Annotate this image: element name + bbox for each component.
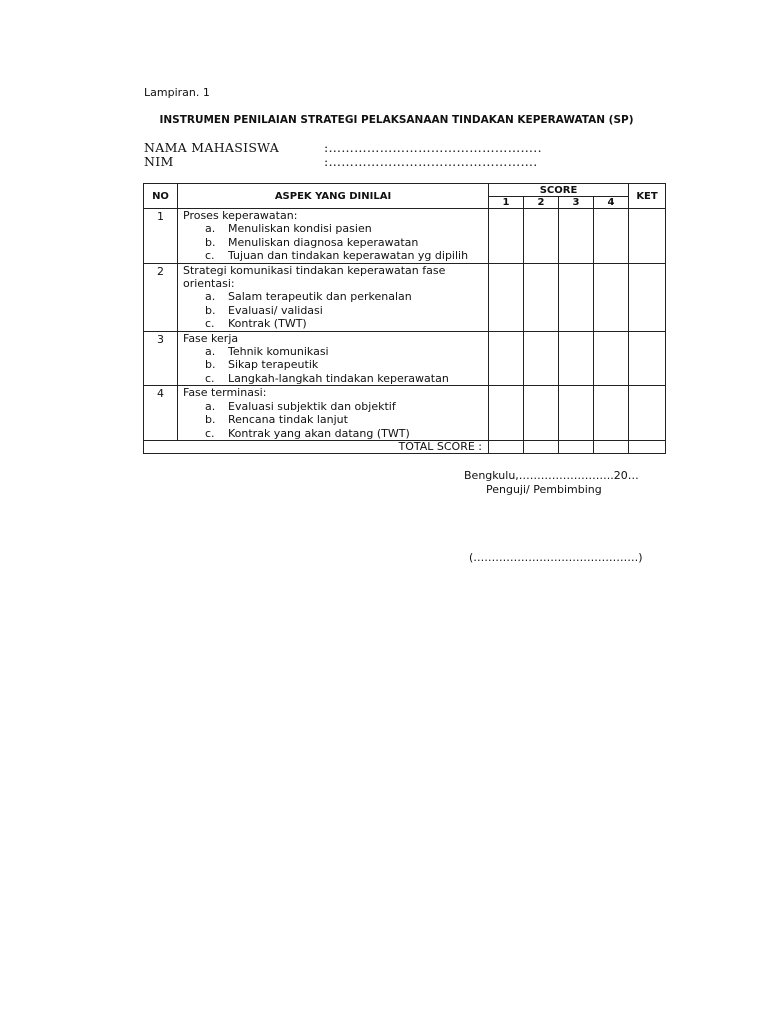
aspect-item xyxy=(183,358,484,371)
item-text: Rencana tindak lanjut xyxy=(228,413,348,427)
row-aspect xyxy=(178,209,489,264)
signature-role: Penguji/ Pembimbing xyxy=(486,483,602,496)
score-cell-4[interactable] xyxy=(594,386,629,441)
item-letter: a. xyxy=(205,290,216,304)
item-text: Kontrak (TWT) xyxy=(228,317,307,331)
score-cell-4[interactable] xyxy=(594,263,629,331)
item-text: Sikap terapeutik xyxy=(228,358,319,372)
ket-cell[interactable] xyxy=(629,331,666,386)
student-name-row xyxy=(144,140,542,155)
signature-place-date: Bengkulu,……………………..20… xyxy=(464,469,639,482)
item-letter: b. xyxy=(205,235,216,249)
header-score-3: 3 xyxy=(559,197,594,209)
aspect-title: Fase terminasi: xyxy=(183,386,267,400)
total-cell-1[interactable] xyxy=(489,440,524,453)
student-nim-row xyxy=(144,154,538,169)
item-text: Langkah-langkah tindakan keperawatan xyxy=(228,371,449,385)
aspect-title: Fase kerja xyxy=(183,331,239,345)
aspect-item xyxy=(183,236,484,249)
item-text: Menuliskan diagnosa keperawatan xyxy=(228,235,419,249)
table-row xyxy=(144,331,666,386)
table-row xyxy=(144,386,666,441)
ket-cell[interactable] xyxy=(629,263,666,331)
table-row xyxy=(144,209,666,264)
student-nim-label: NIM xyxy=(144,154,174,169)
student-name-field: :………………………………………….. xyxy=(324,140,542,155)
item-text: Tehnik komunikasi xyxy=(228,345,329,359)
score-cell-2[interactable] xyxy=(524,331,559,386)
ket-cell[interactable] xyxy=(629,209,666,264)
header-score: SCORE xyxy=(489,184,629,197)
item-letter: a. xyxy=(205,222,216,236)
score-cell-1[interactable] xyxy=(489,263,524,331)
row-number: 4 xyxy=(144,386,178,441)
score-cell-1[interactable] xyxy=(489,386,524,441)
row-number: 3 xyxy=(144,331,178,386)
table-row xyxy=(144,263,666,331)
aspect-item xyxy=(183,400,484,413)
item-letter: c. xyxy=(205,371,215,385)
item-letter: a. xyxy=(205,399,216,413)
row-number: 1 xyxy=(144,209,178,264)
item-text: Salam terapeutik dan perkenalan xyxy=(228,290,412,304)
score-cell-2[interactable] xyxy=(524,209,559,264)
total-row xyxy=(144,440,666,453)
item-text: Tujuan dan tindakan keperawatan yg dipilih xyxy=(228,249,469,263)
row-aspect xyxy=(178,386,489,441)
item-letter: b. xyxy=(205,303,216,317)
attachment-label: Lampiran. 1 xyxy=(144,86,210,99)
item-letter: c. xyxy=(205,426,215,440)
ket-cell[interactable] xyxy=(629,386,666,441)
aspect-title: Strategi komunikasi tindakan keperawatan fase orientasi: xyxy=(183,263,446,291)
aspect-item xyxy=(183,372,484,385)
aspect-item xyxy=(183,304,484,317)
header-score-1: 1 xyxy=(489,197,524,209)
total-cell-2[interactable] xyxy=(524,440,559,453)
assessment-table xyxy=(143,183,666,454)
score-cell-3[interactable] xyxy=(559,331,594,386)
row-aspect xyxy=(178,331,489,386)
score-cell-1[interactable] xyxy=(489,209,524,264)
item-letter: c. xyxy=(205,317,215,331)
total-cell-4[interactable] xyxy=(594,440,629,453)
total-cell-3[interactable] xyxy=(559,440,594,453)
document-title: INSTRUMEN PENILAIAN STRATEGI PELAKSANAAN TINDAKAN KEPERAWATAN (SP) xyxy=(159,114,634,126)
aspect-item xyxy=(183,249,484,262)
total-ket-cell[interactable] xyxy=(629,440,666,453)
item-letter: c. xyxy=(205,249,215,263)
item-text: Evaluasi/ validasi xyxy=(228,303,323,317)
header-score-2: 2 xyxy=(524,197,559,209)
score-cell-3[interactable] xyxy=(559,386,594,441)
total-score-label: TOTAL SCORE : xyxy=(144,440,489,453)
aspect-title: Proses keperawatan: xyxy=(183,209,298,222)
aspect-item xyxy=(183,290,484,303)
item-letter: a. xyxy=(205,345,216,359)
header-ket: KET xyxy=(629,184,666,209)
row-aspect xyxy=(178,263,489,331)
aspect-item xyxy=(183,317,484,330)
score-cell-4[interactable] xyxy=(594,331,629,386)
header-score-4: 4 xyxy=(594,197,629,209)
aspect-item xyxy=(183,345,484,358)
item-letter: b. xyxy=(205,413,216,427)
score-cell-4[interactable] xyxy=(594,209,629,264)
score-cell-2[interactable] xyxy=(524,263,559,331)
score-cell-3[interactable] xyxy=(559,209,594,264)
header-aspek: ASPEK YANG DINILAI xyxy=(178,184,489,209)
student-nim-field: :…………………………………………. xyxy=(324,154,538,169)
aspect-item xyxy=(183,427,484,440)
score-cell-1[interactable] xyxy=(489,331,524,386)
item-text: Kontrak yang akan datang (TWT) xyxy=(228,426,410,440)
row-number: 2 xyxy=(144,263,178,331)
item-text: Menuliskan kondisi pasien xyxy=(228,222,372,236)
student-name-label: NAMA MAHASISWA xyxy=(144,140,280,155)
aspect-item xyxy=(183,222,484,235)
aspect-item xyxy=(183,413,484,426)
item-letter: b. xyxy=(205,358,216,372)
score-cell-3[interactable] xyxy=(559,263,594,331)
header-no: NO xyxy=(144,184,178,209)
score-cell-2[interactable] xyxy=(524,386,559,441)
item-text: Evaluasi subjektik dan objektif xyxy=(228,399,396,413)
signature-name-line: (………………………………………) xyxy=(469,551,643,564)
